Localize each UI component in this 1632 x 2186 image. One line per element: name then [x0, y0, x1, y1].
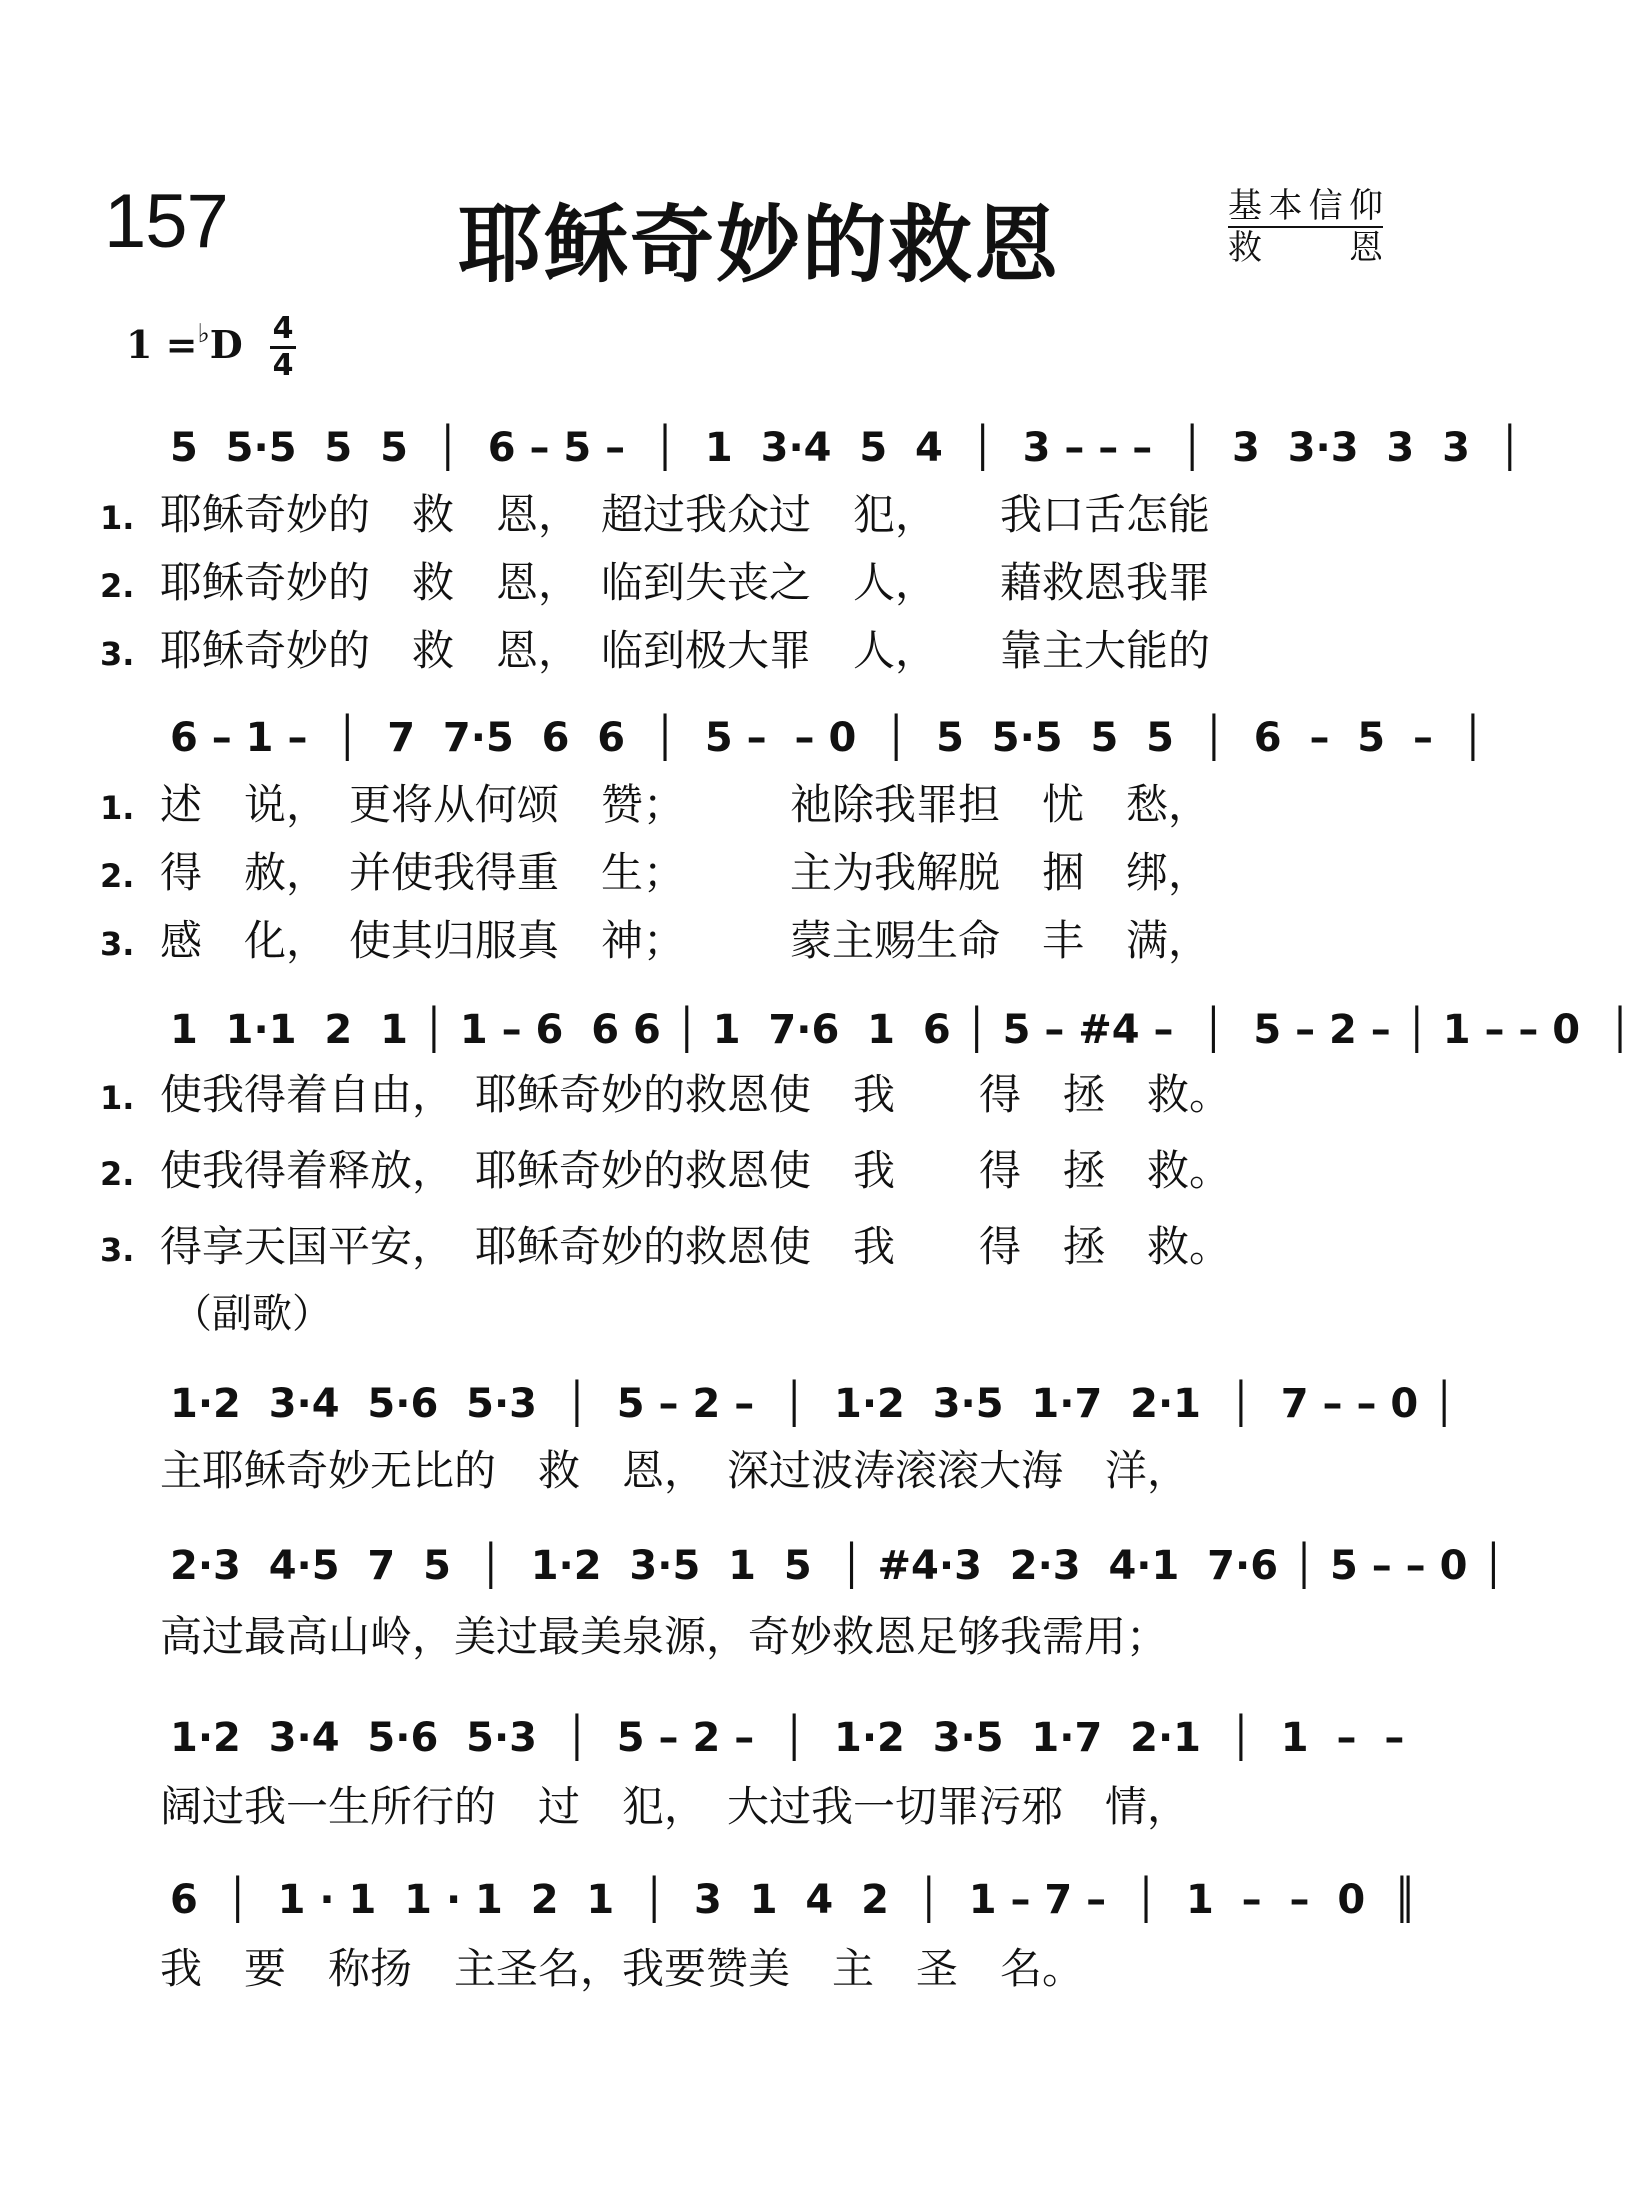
lyric-line: 1. 耶稣奇妙的 救 恩， 超过我众过 犯， 我口舌怎能: [100, 490, 1211, 539]
notation-line: 1 1·1 2 1 │ 1 – 6 6 6 │ 1 7·6 1 6 │ 5 – #4 – │ 5 – 2 – │ 1 – – 0 │: [170, 1007, 1632, 1053]
lyric-line: 2. 耶稣奇妙的 救 恩， 临到失丧之 人， 藉救恩我罪: [100, 558, 1211, 607]
lyric-line: 3. 耶稣奇妙的 救 恩， 临到极大罪 人， 靠主大能的: [100, 626, 1211, 675]
notation-line: 2·3 4·5 7 5 │ 1·2 3·5 1 5 │ #4·3 2·3 4·1 7·6 │ 5 – – 0 │: [170, 1543, 1506, 1589]
lyric-line: 阔过我一生所行的 过 犯， 大过我一切罪污邪 情，: [160, 1782, 1190, 1831]
notation-line: 6 │ 1 · 1 1 · 1 2 1 │ 3 1 4 2 │ 1 – 7 – │ 1 – – 0 ║: [170, 1877, 1418, 1923]
flat-sign: ♭: [197, 319, 210, 349]
chorus-label: （副歌）: [172, 1291, 332, 1337]
hymn-title: 耶稣奇妙的救恩: [458, 196, 1061, 294]
notation-line: 1·2 3·4 5·6 5·3 │ 5 – 2 – │ 1·2 3·5 1·7 2·1 │ 7 – – 0 │: [170, 1381, 1457, 1427]
category-label: 基本信仰: [1228, 186, 1383, 226]
hymn-number: 157: [104, 179, 228, 264]
time-signature: 4 4: [270, 314, 296, 381]
notation-line: 6 – 1 – │ 7 7·5 6 6 │ 5 – – 0 │ 5 5·5 5 5 │ 6 – 5 – │: [170, 715, 1485, 761]
notation-line: 5 5·5 5 5 │ 6 – 5 – │ 1 3·4 5 4 │ 3 – – – │ 3 3·3 3 3 │: [170, 425, 1522, 471]
lyric-line: 1. 使我得着自由， 耶稣奇妙的救恩使 我 得 拯 救。: [100, 1070, 1232, 1119]
lyric-line: 3. 得享天国平安， 耶稣奇妙的救恩使 我 得 拯 救。: [100, 1222, 1232, 1271]
lyric-line: 我 要 称扬 主圣名，我要赞美 主 圣 名。: [160, 1944, 1085, 1993]
subcategory-label: 救 恩: [1228, 228, 1383, 268]
notation-line: 1·2 3·4 5·6 5·3 │ 5 – 2 – │ 1·2 3·5 1·7 2·1 │ 1 – –: [170, 1715, 1405, 1761]
key-signature: 1 =♭D: [126, 319, 243, 367]
lyric-line: 2. 使我得着释放， 耶稣奇妙的救恩使 我 得 拯 救。: [100, 1146, 1232, 1195]
lyric-line: 1. 述 说， 更将从何颂 赞； 祂除我罪担 忧 愁，: [100, 780, 1211, 829]
lyric-line: 高过最高山岭，美过最美泉源，奇妙救恩足够我需用；: [160, 1612, 1169, 1661]
lyric-line: 2. 得 赦， 并使我得重 生； 主为我解脱 捆 绑，: [100, 848, 1211, 897]
lyric-line: 主耶稣奇妙无比的 救 恩， 深过波涛滚滚大海 洋，: [160, 1446, 1190, 1495]
lyric-line: 3. 感 化， 使其归服真 神； 蒙主赐生命 丰 满，: [100, 916, 1211, 965]
